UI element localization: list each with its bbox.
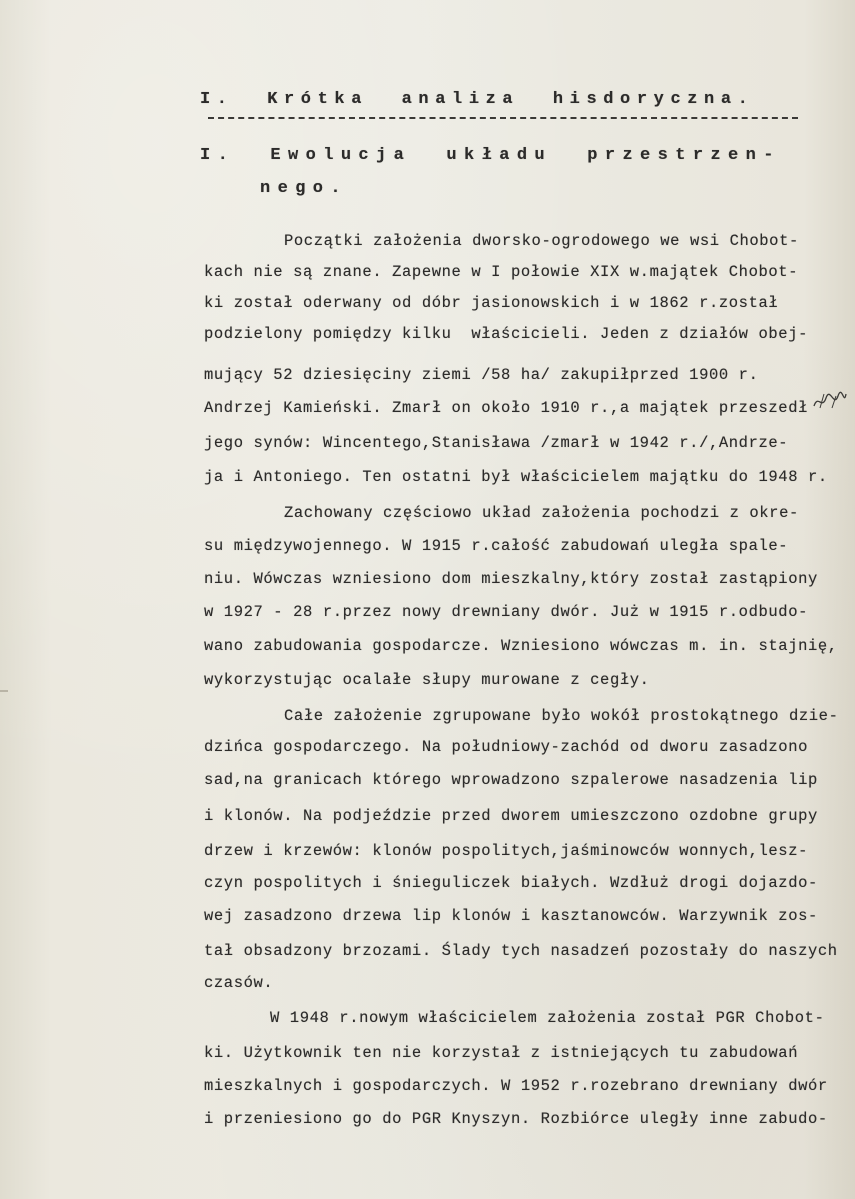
text-line: Zachowany częściowo układ założenia pochodzi z okre- [284, 504, 799, 522]
paper-crease-mark [0, 690, 8, 692]
text-line: wykorzystując ocalałe słupy murowane z cegły. [204, 671, 650, 689]
text-line: mujący 52 dziesięciny ziemi /58 ha/ zakupiłprzed 1900 r. [204, 366, 759, 384]
handwritten-margin-note-icon [812, 390, 848, 412]
text-line: drzew i krzewów: klonów pospolitych,jaśminowców wonnych,lesz- [204, 842, 808, 860]
text-line: i przeniesiono go do PGR Knyszyn. Rozbiórce uległy inne zabudo- [204, 1110, 828, 1128]
heading-underline [208, 117, 798, 119]
text-line: czasów. [204, 974, 274, 992]
text-line: i klonów. Na podjeździe przed dworem umieszczono ozdobne grupy [204, 807, 818, 825]
text-line: ja i Antoniego. Ten ostatni był właścicielem majątku do 1948 r. [204, 468, 828, 486]
section-heading-line-1: I. Ewolucja układu przestrzen- [200, 146, 781, 165]
text-line: W 1948 r.nowym właścicielem założenia został PGR Chobot- [270, 1009, 825, 1027]
text-line: ki został oderwany od dóbr jasionowskich i w 1862 r.został [204, 294, 779, 312]
text-line: Andrzej Kamieński. Zmarł on około 1910 r.,a majątek przeszedł [204, 399, 808, 417]
text-line: czyn pospolitych i śnieguliczek białych. Wzdłuż drogi dojazdo- [204, 874, 818, 892]
text-line: tał obsadzony brzozami. Ślady tych nasadzeń pozostały do naszych [204, 942, 838, 960]
text-line: kach nie są znane. Zapewne w I połowie XIX w.majątek Chobot- [204, 263, 799, 281]
text-line: ki. Użytkownik ten nie korzystał z istniejących tu zabudowań [204, 1044, 799, 1062]
text-line: wano zabudowania gospodarcze. Wzniesiono wówczas m. in. stajnię, [204, 637, 838, 655]
text-line: jego synów: Wincentego,Stanisława /zmarł w 1942 r./,Andrze- [204, 434, 789, 452]
chapter-heading: I. Krótka analiza hisdoryczna. [200, 90, 755, 109]
text-line: dzińca gospodarczego. Na południowy-zachód od dworu zasadzono [204, 738, 808, 756]
text-line: wej zasadzono drzewa lip klonów i kasztanowców. Warzywnik zos- [204, 907, 818, 925]
text-line: mieszkalnych i gospodarczych. W 1952 r.rozebrano drewniany dwór [204, 1077, 828, 1095]
text-line: w 1927 - 28 r.przez nowy drewniany dwór. Już w 1915 r.odbudo- [204, 603, 808, 621]
text-line: podzielony pomiędzy kilku właścicieli. Jeden z działów obej- [204, 325, 808, 343]
text-line: sad,na granicach którego wprowadzono szpalerowe nasadzenia lip [204, 771, 818, 789]
text-line: niu. Wówczas wzniesiono dom mieszkalny,który został zastąpiony [204, 570, 818, 588]
section-heading-line-2: nego. [260, 179, 349, 198]
text-line: su międzywojennego. W 1915 r.całość zabudowań uległa spale- [204, 537, 789, 555]
text-line: Całe założenie zgrupowane było wokół prostokątnego dzie- [284, 707, 839, 725]
text-line: Początki założenia dworsko-ogrodowego we wsi Chobot- [284, 232, 799, 250]
